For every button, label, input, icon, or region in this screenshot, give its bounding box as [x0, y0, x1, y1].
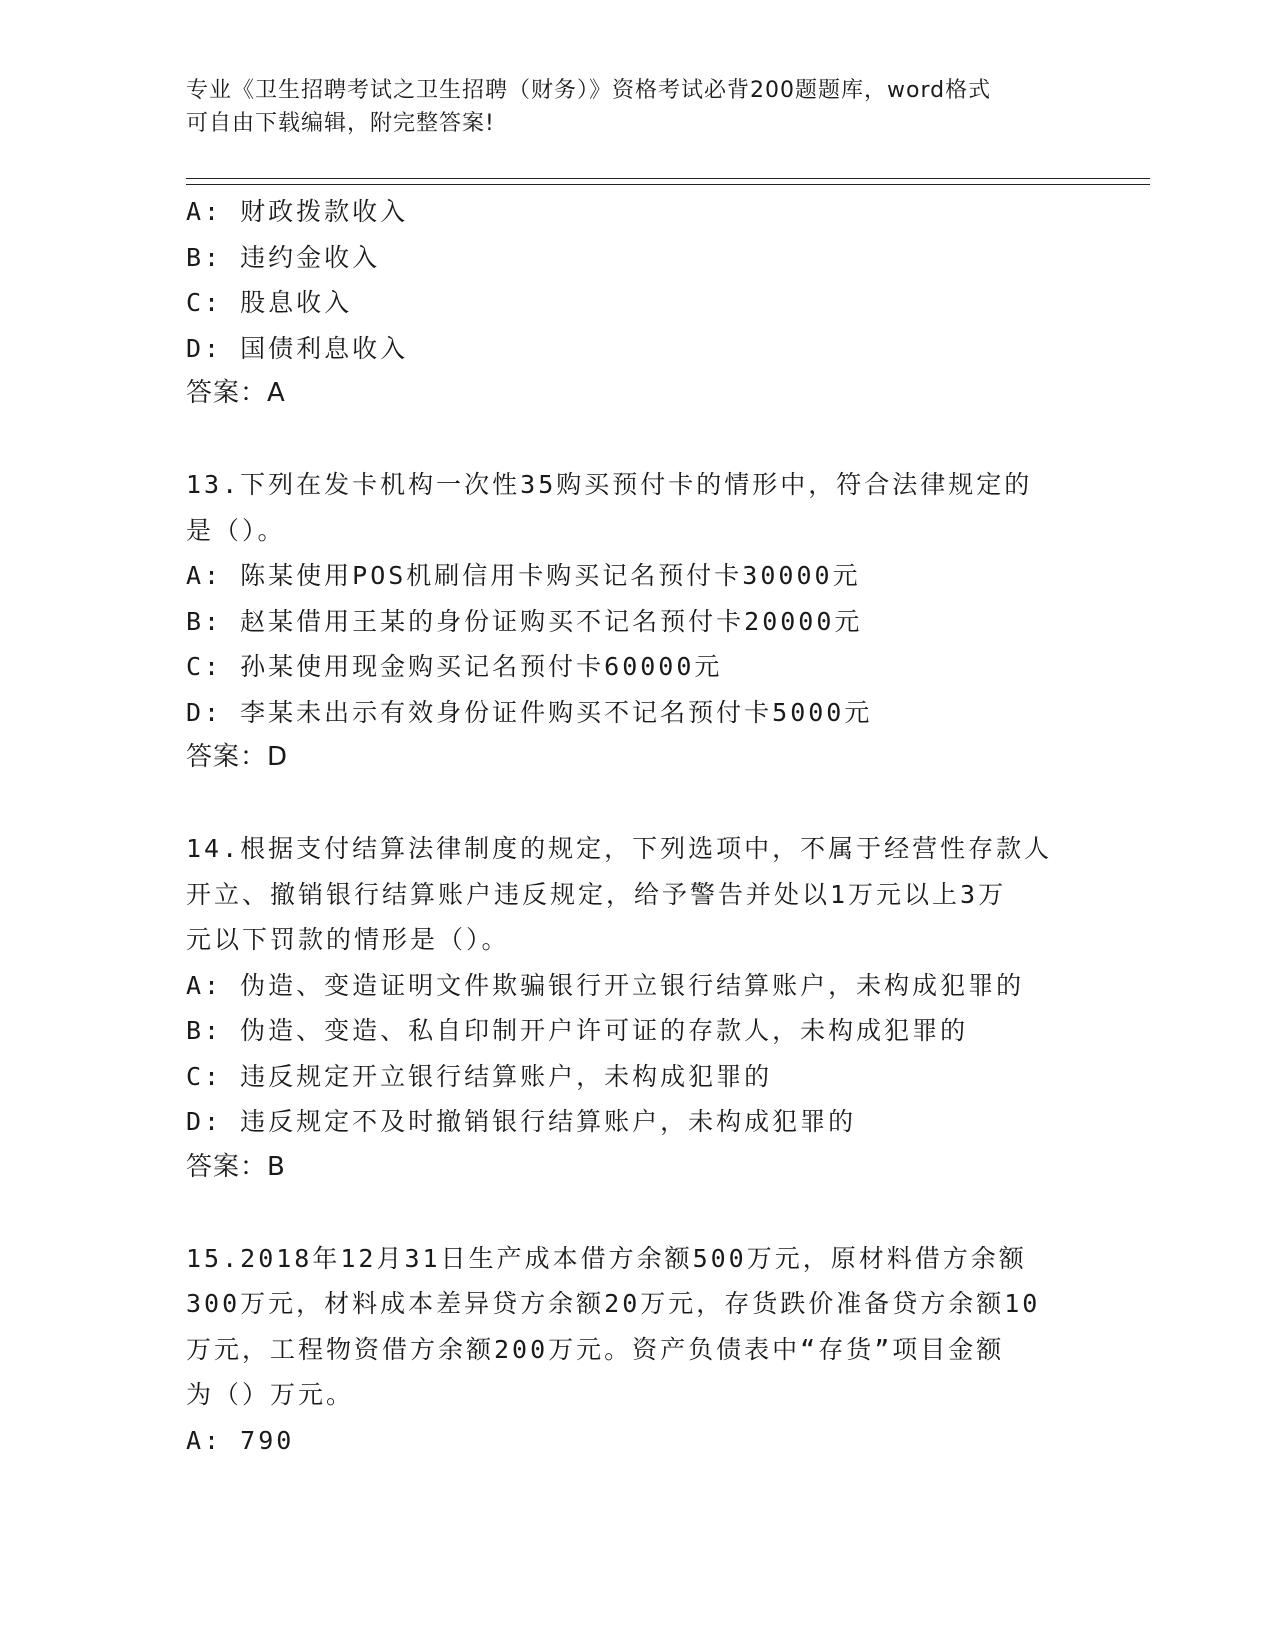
question-text-line: 为（）万元。: [186, 1380, 355, 1409]
answer-text: 答案：A: [186, 378, 286, 408]
header-title-line-2: 可自由下载编辑，附完整答案!: [186, 111, 495, 136]
question-13-block: [186, 462, 1086, 781]
question-12-block: [186, 189, 1086, 417]
option-a: A: 财政拨款收入: [186, 197, 409, 226]
question-text-line: 万元，工程物资借方余额200万元。资产负债表中“存货”项目金额: [186, 1334, 1005, 1364]
header-divider-bottom: [186, 184, 1150, 185]
option-b: B: 伪造、变造、私自印制开户许可证的存款人，未构成犯罪的: [186, 1016, 969, 1045]
option-c: C: 违反规定开立银行结算账户，未构成犯罪的: [186, 1061, 773, 1091]
option-a: A: 伪造、变造证明文件欺骗银行开立银行结算账户，未构成犯罪的: [186, 970, 1025, 1000]
option-d: D: 违反规定不及时撤销银行结算账户，未构成犯罪的: [186, 1107, 857, 1136]
question-text-line: 是（）。: [186, 515, 286, 545]
option-b: B: 赵某借用王某的身份证购买不记名预付卡20000元: [186, 606, 863, 636]
question-text-line: 13.下列在发卡机构一次性35购买预付卡的情形中，符合法律规定的: [186, 470, 1033, 499]
header-title-line-1: 专业《卫生招聘考试之卫生招聘（财务）》资格考试必背200题题库，word格式: [186, 78, 992, 103]
answer-text: 答案：D: [186, 742, 289, 772]
question-14-block: [186, 826, 1086, 1190]
option-d: D: 李某未出示有效身份证件购买不记名预付卡5000元: [186, 697, 873, 727]
question-text-line: 300万元，材料成本差异贷方余额20万元，存货跌价准备贷方余额10: [186, 1289, 1041, 1318]
option-a: A: 陈某使用POS机刷信用卡购买记名预付卡30000元: [186, 561, 861, 590]
question-list: [186, 189, 1086, 1463]
option-a: A: 790: [186, 1425, 295, 1455]
option-d: D: 国债利息收入: [186, 333, 409, 363]
option-b: B: 违约金收入: [186, 242, 381, 272]
option-c: C: 孙某使用现金购买记名预付卡60000元: [186, 652, 723, 681]
question-text-line: 开立、撤销银行结算账户违反规定，给予警告并处以1万元以上3万: [186, 879, 1007, 909]
document-header: [186, 74, 1066, 140]
option-c: C: 股息收入: [186, 288, 353, 317]
answer-text: 答案：B: [186, 1151, 286, 1182]
question-text-line: 15.2018年12月31日生产成本借方余额500万元，原材料借方余额: [186, 1243, 1027, 1273]
question-text-line: 14.根据支付结算法律制度的规定，下列选项中，不属于经营性存款人: [186, 834, 1053, 863]
question-15-block: [186, 1236, 1086, 1464]
question-text-line: 元以下罚款的情形是（）。: [186, 925, 510, 954]
header-divider-top: [186, 178, 1150, 179]
